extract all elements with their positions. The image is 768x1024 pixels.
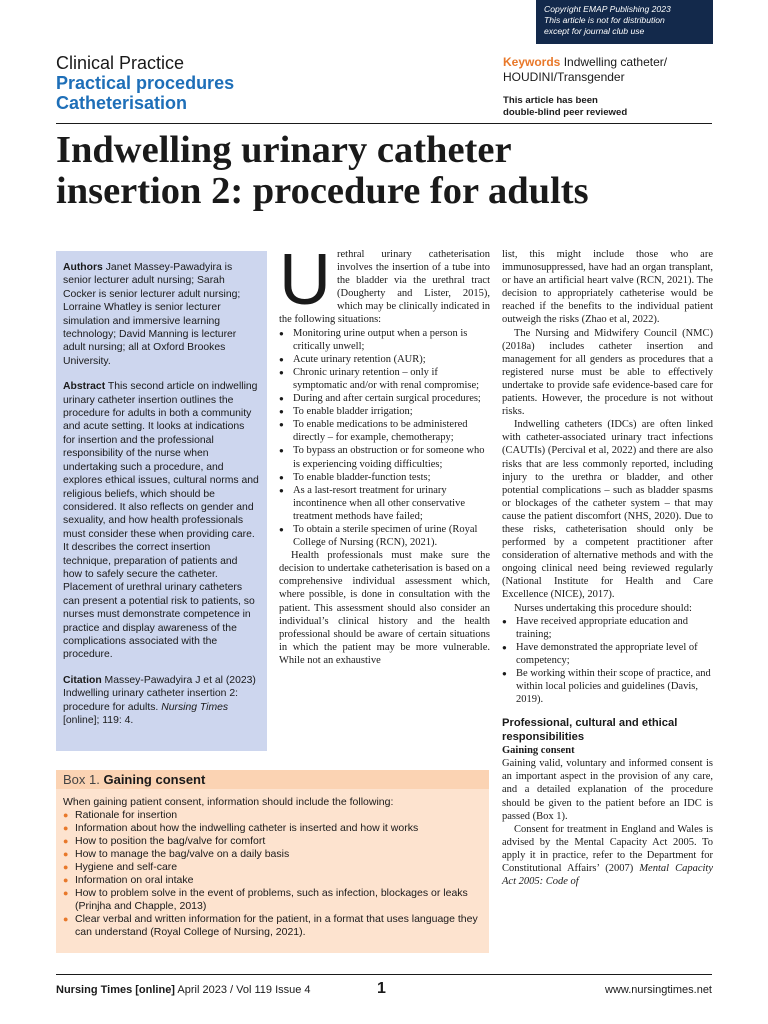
keywords (503, 55, 718, 85)
intro-text: rethral urinary catheterisation involves the insertion of a tube into the bladder via the urethral tract (Dougherty and Lister, 2015), which may be clinically indicated in the following situations: (279, 249, 490, 326)
list-item: ● Information on oral intake (63, 874, 482, 887)
section-subheading: Professional, cultural and ethical responsibilities (502, 717, 678, 744)
body-paragraph: Gaining valid, voluntary and informed consent is an important aspect in the provision of any care, and a detailed explanation of the procedure should be given to the patient before an IDC is passed (Box 1). (502, 758, 713, 822)
box-header (56, 770, 489, 789)
copyright-line: except for journal club use (544, 26, 645, 36)
subsection-label: Practical procedures (56, 73, 235, 93)
citation (63, 674, 259, 728)
list-item: ● How to problem solve in the event of problems, such as infection, blockages or leaks (Prinjha and Chapple, 2013) (63, 887, 482, 913)
requirements-list (502, 615, 713, 707)
list-item: ● Rationale for insertion (63, 809, 482, 822)
list-item: ● Be working within their scope of practice, and within local policies and guidelines (Davis, 2019). (502, 667, 713, 706)
box-intro: When gaining patient consent, information should include the following: (63, 796, 394, 808)
abstract-text: This second article on indwelling urinary catheter insertion outlines the procedure for adults in both a community and acute setting. It looks at indications for insertion and the professional responsibility of the nurse when undertaking such a procedure, and explores ethical issues, cultural norms and religious beliefs, which should be considered. It also reflects on gender and sexuality, and how health professionals must consider these when providing care. It describes the correct insertion technique, preparation of patients and how to safely secure the catheter. Placement of urethral urinary catheters can present a potential risk to patients, so nurses must demonstrate competence in practice and display awareness of the complications associated with the procedure. (63, 381, 259, 661)
copyright-line: This article is not for distribution (544, 15, 665, 25)
citation-journal: Nursing Times (161, 701, 229, 713)
title-line: Indwelling urinary catheter (56, 129, 512, 171)
abstract-label: Abstract (63, 381, 106, 393)
peer-review-line: double-blind peer reviewed (503, 107, 628, 118)
list-item: ● To enable medications to be administered directly – for example, chemotherapy; (279, 418, 490, 444)
body-paragraph: Indwelling catheters (IDCs) are often linked with catheter-associated urinary tract infections (CAUTIs) (Percival et al, 2022) and there are also risks that are less commonly reported, including injury to the urethra or bladder, and other potential complications – such as bladder spasms or blockages of the catheter system – that may cause the patient discomfort (NHS, 2020). Due to these risks, catheterisation should only be performed by a competent practitioner after consideration of alternative methods and with the ongoing clinical need being reviewed regularly (National Institute for Health and Care Excellence (NICE), 2017). (502, 419, 713, 601)
body-paragraph: Health professionals must make sure the decision to undertake catheterisation is based on a comprehensive individual assessment which, where possible, is done in consultation with the patient. This assessment should also consider an individual’s clinical history and the health professional should be aware of certain situations in which the patient may be more vulnerable. While not an exhaustive (279, 550, 490, 666)
copyright-notice (536, 0, 713, 44)
consent-box (56, 770, 489, 953)
subsection-subheading: Gaining consent (502, 745, 575, 757)
article-info-sidebar (56, 251, 267, 751)
footer-journal-info (56, 983, 311, 997)
list-item: ● During and after certain surgical procedures; (279, 392, 490, 405)
list-item: ● To obtain a sterile specimen of urine (Royal College of Nursing (RCN), 2021). (279, 523, 490, 549)
list-item: ● To bypass an obstruction or for someone who is experiencing voiding difficulties; (279, 444, 490, 470)
list-item: ● Have received appropriate education and training; (502, 615, 713, 641)
footer-journal: Nursing Times [online] (56, 984, 175, 996)
body-paragraph (502, 823, 713, 888)
section-heading (56, 53, 234, 113)
body-column-2 (502, 248, 713, 888)
authors (63, 261, 259, 368)
section-label: Clinical Practice (56, 53, 185, 73)
body-paragraph: The Nursing and Midwifery Council (NMC) (2018a) includes catheter insertion and management for all genders as procedures that a registered nurse must be able to effectively undertake to provide safe evidence-based care for patients. However, the procedure is not without risks. (502, 327, 713, 418)
keywords-label: Keywords (503, 55, 561, 69)
footer-issue: April 2023 / Vol 119 Issue 4 (174, 984, 311, 996)
consent-list (56, 809, 489, 939)
title-line: insertion 2: procedure for adults (56, 170, 589, 212)
authors-text: Janet Massey-Pawadyira is senior lecturer adult nursing; Sarah Cocker is senior lecturer adult nursing; Lorraine Whatley is senior lecturer simulation and immersive learning technology; David Manning is lecturer adult nursing; all at Oxford Brookes University. (63, 262, 241, 367)
list-item: ● Chronic urinary retention – only if symptomatic and/or with renal compromise; (279, 366, 490, 392)
intro-paragraph (279, 240, 490, 327)
drop-cap: U (279, 240, 331, 320)
body-paragraph: list, this might include those who are immunosuppressed, have had an organ transplant, or have an artificial heart valve (RCN, 2021). The decision to appropriately catheterise would be reached if the benefits to the individual patient outweigh the risks (Zhao et al, 2022). (502, 249, 713, 326)
authors-label: Authors (63, 262, 103, 273)
indications-list (279, 327, 490, 550)
abstract (63, 380, 259, 662)
citation-end: [online]; 119: 4. (63, 715, 134, 726)
list-item: ● As a last-resort treatment for urinary incontinence when all other conservative treatment methods have failed; (279, 484, 490, 523)
box-title: Gaining consent (99, 772, 206, 787)
body-paragraph: Nurses undertaking this procedure should: (514, 602, 692, 614)
paragraph-text: Consent for treatment in England and Wales is advised by the Mental Capacity Act 2005. To apply it in practice, refer to the Department for Constitutional Affairs’ (2007) (502, 823, 713, 875)
keywords-text: Indwelling catheter/ HOUDINI/Transgender (503, 55, 668, 84)
list-item: ● Have demonstrated the appropriate level of competency; (502, 641, 713, 667)
article-title (56, 130, 716, 212)
subsection-label: Catheterisation (56, 93, 188, 113)
divider (56, 123, 712, 124)
citation-text: Massey-Pawadyira J et al (2023) Indwelling urinary catheter insertion 2: procedure for adults. (63, 674, 256, 713)
list-item: ● How to position the bag/valve for comfort (63, 835, 482, 848)
paragraph-italic: Mental Capacity Act 2005: Code of (502, 863, 714, 888)
peer-review-note (503, 95, 718, 119)
list-item: ● To enable bladder-function tests; (279, 471, 490, 484)
list-item: ● Monitoring urine output when a person is critically unwell; (279, 327, 490, 353)
footer-url[interactable]: www.nursingtimes.net (605, 984, 712, 996)
list-item: ● To enable bladder irrigation; (279, 405, 490, 418)
list-item: ● Information about how the indwelling catheter is inserted and how it works (63, 822, 482, 835)
page-number: 1 (377, 980, 386, 997)
copyright-line: Copyright EMAP Publishing 2023 (544, 4, 671, 14)
box-number: Box 1. (63, 772, 100, 787)
peer-review-line: This article has been (503, 95, 598, 106)
list-item: ● Hygiene and self-care (63, 861, 482, 874)
list-item: ● Clear verbal and written information for the patient, in a format that uses language they can understand (Royal College of Nursing, 2021). (63, 913, 482, 939)
list-item: ● Acute urinary retention (AUR); (279, 353, 490, 366)
footer-divider (56, 974, 712, 975)
list-item: ● How to manage the bag/valve on a daily basis (63, 848, 482, 861)
body-column-1 (279, 240, 490, 667)
citation-label: Citation (63, 674, 102, 686)
